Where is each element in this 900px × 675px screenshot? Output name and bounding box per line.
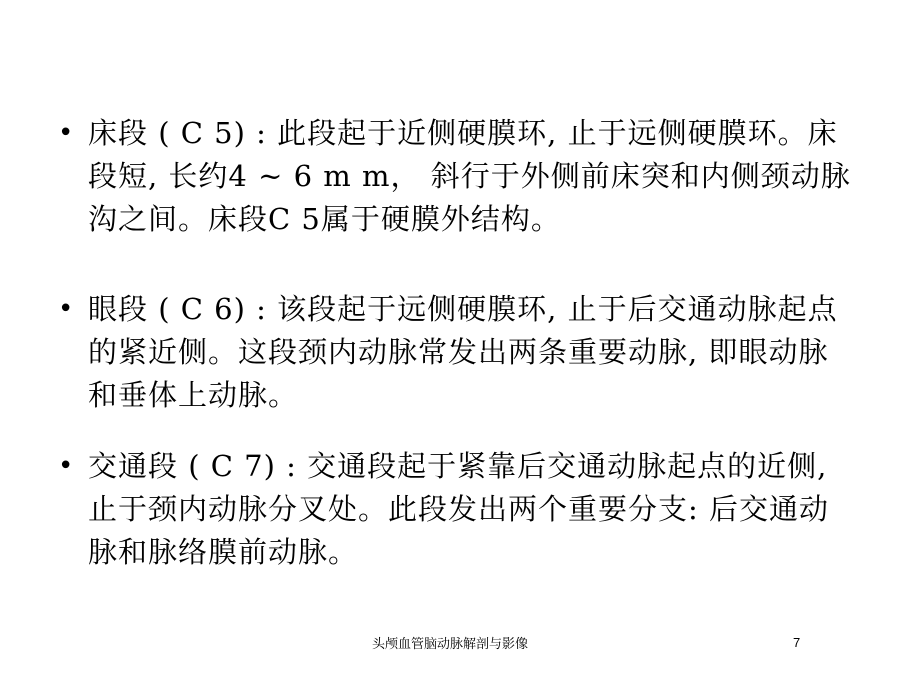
bullet-text: 眼段 ( C 6) : 该段起于远侧硬膜环, 止于后交通动脉起点的紧近侧。这段颈内动脉常发出两条重要动脉, 即眼动脉和垂体上动脉。 [88,292,838,412]
bullet-item-c7 [58,445,858,574]
bullet-item-c6 [58,288,858,417]
bullet-icon: • [58,294,75,324]
footer-title: 头颅血管脑动脉解剖与影像 [371,637,528,652]
page-number: 7 [793,635,801,650]
bullet-item-c5 [58,112,858,241]
bullet-list [58,112,858,574]
bullet-text: 床段 ( C 5) : 此段起于近侧硬膜环, 止于远侧硬膜环。床段短, 长约4 ~ 6 m m， 斜行于外侧前床突和内侧颈动脉沟之间。床段C 5属于硬膜外结构。 [88,116,851,236]
bullet-icon: • [58,118,75,148]
bullet-icon: • [58,451,75,481]
bullet-text: 交通段 ( C 7) : 交通段起于紧靠后交通动脉起点的近侧, 止于颈内动脉分叉处。此段发出两个重要分支: 后交通动脉和脉络膜前动脉。 [88,449,829,569]
